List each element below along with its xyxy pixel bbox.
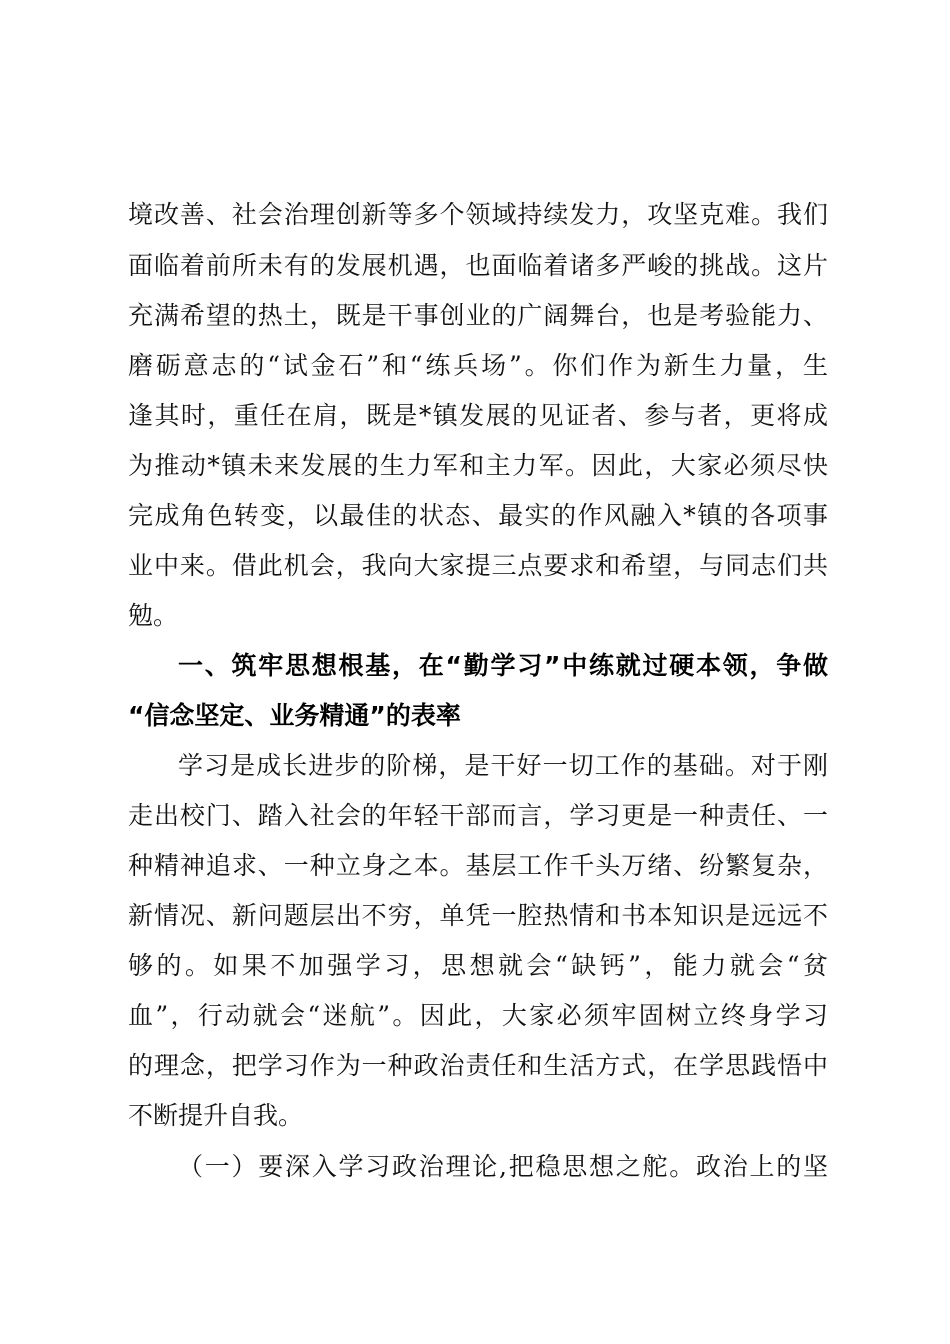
body-text-line: 面临着前所未有的发展机遇，也面临着诸多严峻的挑战。这片: [128, 251, 828, 280]
body-text-line: 的理念，把学习作为一种政治责任和生活方式，在学思践悟中: [128, 1051, 828, 1080]
section-heading-line: 一、筑牢思想根基，在“勤学习”中练就过硬本领，争做: [178, 651, 828, 680]
body-text-line: （一）要深入学习政治理论,把稳思想之舵。政治上的坚: [178, 1152, 828, 1181]
body-text-line: 不断提升自我。: [128, 1101, 304, 1130]
body-text-line: 境改善、社会治理创新等多个领域持续发力，攻坚克难。我们: [128, 200, 828, 229]
body-text-line: 够的。如果不加强学习，思想就会“缺钙”，能力就会“贫: [128, 951, 828, 980]
body-text-line: 为推动*镇未来发展的生力军和主力军。因此，大家必须尽快: [128, 451, 828, 480]
body-text-line: 业中来。借此机会，我向大家提三点要求和希望，与同志们共: [128, 551, 828, 580]
body-text-line: 血”，行动就会“迷航”。因此，大家必须牢固树立终身学习: [128, 1001, 828, 1030]
body-text-line: 勉。: [128, 601, 179, 630]
body-text-line: 磨砺意志的“试金石”和“练兵场”。你们作为新生力量，生: [128, 351, 828, 380]
body-text-line: 种精神追求、一种立身之本。基层工作千头万绪、纷繁复杂，: [128, 851, 828, 880]
body-text-line: 走出校门、踏入社会的年轻干部而言，学习更是一种责任、一: [128, 801, 828, 830]
body-text-line: 完成角色转变，以最佳的状态、最实的作风融入*镇的各项事: [128, 501, 828, 530]
body-text-line: 充满希望的热土，既是干事创业的广阔舞台，也是考验能力、: [128, 301, 828, 330]
body-text-line: 新情况、新问题层出不穷，单凭一腔热情和书本知识是远远不: [128, 901, 828, 930]
body-text-line: 学习是成长进步的阶梯，是干好一切工作的基础。对于刚: [178, 751, 828, 780]
body-text-line: 逢其时，重任在肩，既是*镇发展的见证者、参与者，更将成: [128, 401, 828, 430]
section-heading-line: “信念坚定、业务精通”的表率: [128, 701, 461, 730]
